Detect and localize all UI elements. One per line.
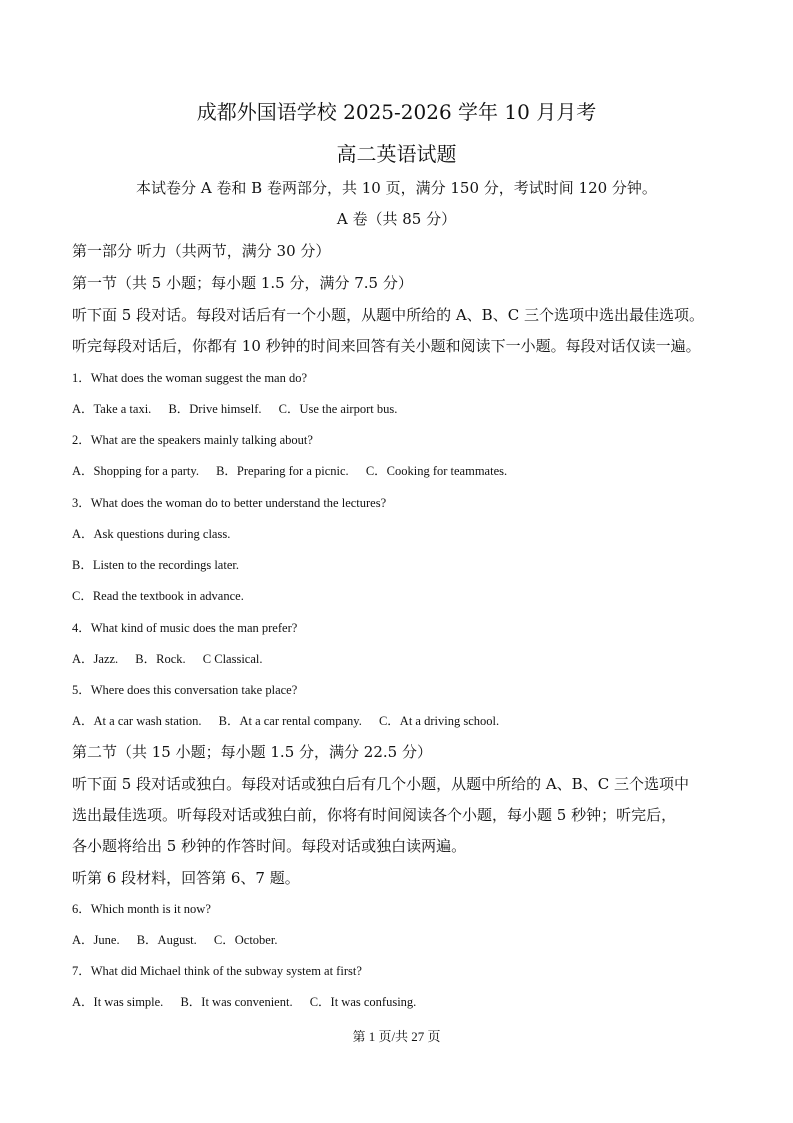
section2-instruction-line2: 选出最佳选项。听每段对话或独白前，你将有时间阅读各个小题，每小题 5 秒钟；听完后， [72, 806, 677, 824]
option-c: C．Cooking for teammates. [365, 464, 508, 478]
option-b: B．Drive himself. [168, 402, 262, 416]
section2-title: 第二节（共 15 小题；每小题 1.5 分，满分 22.5 分） [72, 743, 432, 761]
option-c: C．October. [213, 933, 278, 947]
option-b: B．Rock. [135, 652, 186, 666]
options-2 [72, 461, 507, 479]
option-a: A．It was simple. [72, 995, 164, 1009]
options-6 [72, 930, 277, 948]
option-a: A．Take a taxi. [72, 402, 152, 416]
option-3c: C．Read the textbook in advance. [72, 589, 244, 603]
question-4: 4．What kind of music does the man prefer? [72, 621, 298, 635]
question-5: 5．Where does this conversation take place? [72, 683, 298, 697]
question-7: 7．What did Michael think of the subway system at first? [72, 964, 362, 978]
option-b: B．Preparing for a picnic. [216, 464, 349, 478]
exam-intro: 本试卷分 A 卷和 B 卷两部分，共 10 页，满分 150 分，考试时间 120 分钟。 [136, 179, 657, 197]
option-b: B．August. [136, 933, 197, 947]
option-a: A．Jazz. [72, 652, 119, 666]
option-a: A．At a car wash station. [72, 714, 202, 728]
section-a-heading: A 卷（共 85 分） [336, 210, 457, 228]
question-1: 1．What does the woman suggest the man do? [72, 371, 308, 385]
option-c: C．It was confusing. [309, 995, 417, 1009]
options-5 [72, 711, 499, 729]
option-3b: B．Listen to the recordings later. [72, 558, 239, 572]
section1-title: 第一节（共 5 小题；每小题 1.5 分，满分 7.5 分） [72, 274, 413, 292]
question-6: 6．Which month is it now? [72, 902, 211, 916]
exam-subtitle: 高二英语试题 [336, 142, 457, 166]
option-a: A．June. [72, 933, 120, 947]
option-c: C．At a driving school. [378, 714, 500, 728]
option-c: C．Use the airport bus. [278, 402, 398, 416]
option-3a: A．Ask questions during class. [72, 527, 231, 541]
option-b: B．It was convenient. [180, 995, 293, 1009]
material-6-heading: 听第 6 段材料，回答第 6、7 题。 [72, 869, 300, 887]
part1-title: 第一部分 听力（共两节，满分 30 分） [72, 242, 331, 260]
option-b: B．At a car rental company. [218, 714, 362, 728]
option-c: C Classical. [202, 652, 263, 666]
question-3: 3．What does the woman do to better understand the lectures? [72, 496, 387, 510]
exam-title: 成都外国语学校 2025-2026 学年 10 月月考 [196, 100, 597, 124]
section2-instruction-line1: 听下面 5 段对话或独白。每段对话或独白后有几个小题，从题中所给的 A、B、C 三个选项中 [72, 775, 689, 793]
options-1 [72, 399, 397, 417]
section1-instruction-line1: 听下面 5 段对话。每段对话后有一个小题，从题中所给的 A、B、C 三个选项中选出最佳选项。 [72, 306, 704, 324]
page-number: 第 1 页/共 27 页 [352, 1029, 441, 1044]
section1-instruction-line2: 听完每段对话后，你都有 10 秒钟的时间来回答有关小题和阅读下一小题。每段对话仅读一遍。 [72, 337, 701, 355]
options-4 [72, 649, 263, 667]
option-a: A．Shopping for a party. [72, 464, 199, 478]
question-2: 2．What are the speakers mainly talking about? [72, 433, 313, 447]
section2-instruction-line3: 各小题将给出 5 秒钟的作答时间。每段对话或独白读两遍。 [72, 837, 467, 855]
options-7 [72, 992, 416, 1010]
